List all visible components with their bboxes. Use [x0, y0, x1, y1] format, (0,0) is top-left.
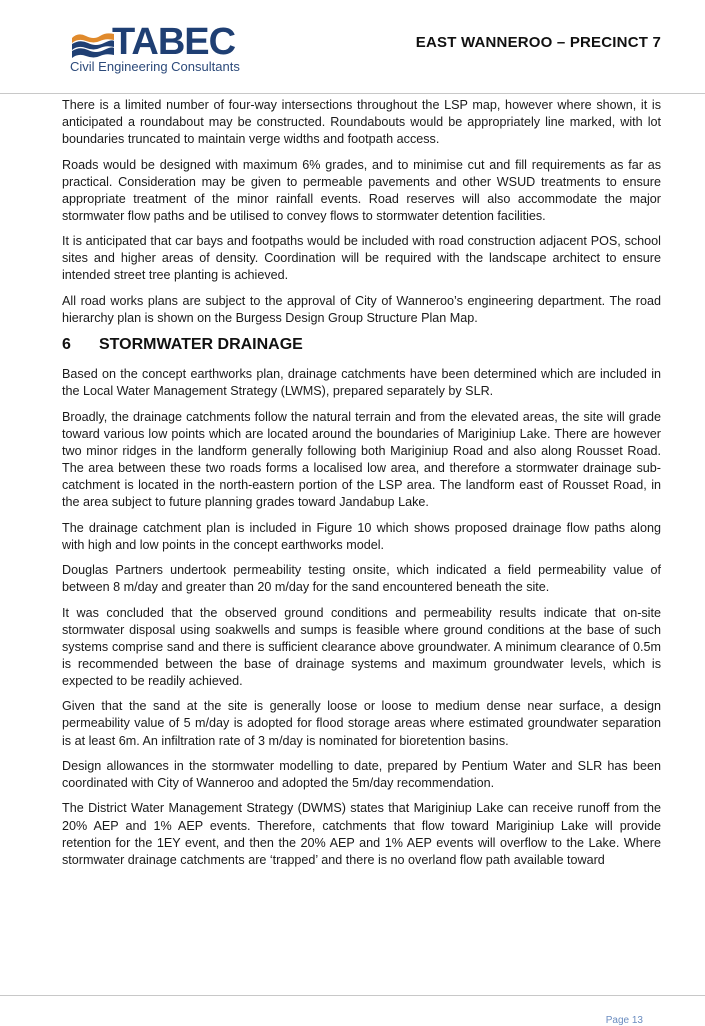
paragraph: Douglas Partners undertook permeability testing onsite, which indicated a field permeability value of between 8 m/day and greater than 20 m/day for the sand encountered beneath the site.: [62, 563, 661, 595]
section-number: 6: [62, 336, 71, 354]
paragraph: Given that the sand at the site is generally loose or loose to medium dense near surface, a design permeability value of 5 m/day is adopted for flood storage areas where estimated groundwater separation is at least 6m. An infiltration rate of 3 m/day is nominated for bioretention basins.: [62, 699, 661, 748]
section-title: STORMWATER DRAINAGE: [99, 336, 303, 354]
page-number: Page 13: [605, 1015, 643, 1026]
logo-subtitle: Civil Engineering Consultants: [70, 59, 240, 74]
paragraph: Based on the concept earthworks plan, drainage catchments have been determined which are included in the Local Water Management Strategy (LWMS), prepared separately by SLR.: [62, 367, 661, 399]
paragraph: The drainage catchment plan is included in Figure 10 which shows proposed drainage flow paths along with high and low points in the concept earthworks model.: [62, 520, 661, 552]
footer-divider: [0, 995, 705, 996]
document-title: EAST WANNEROO – PRECINCT 7: [415, 34, 661, 51]
paragraph: Design allowances in the stormwater modelling to date, prepared by Pentium Water and SLR has been coordinated with City of Wanneroo and adopted the 5m/day recommendation.: [62, 758, 661, 791]
logo-wave-icon: [70, 28, 114, 58]
page-header: [0, 0, 705, 94]
section-heading: [62, 335, 661, 355]
paragraph: All road works plans are subject to the approval of City of Wanneroo’s engineering department. The road hierarchy plan is shown on the Burgess Design Group Structure Plan Map.: [62, 293, 661, 325]
logo-wordmark: TABEC: [112, 21, 236, 63]
company-logo: [70, 21, 250, 78]
paragraph: Roads would be designed with maximum 6% grades, and to minimise cut and fill requirements as far as practical. Consideration may be given to permeable pavements and other WSUD treatments to ensure appropriate treatment of the minor rainfall events. Road reserves will also accommodate the major stormwater flow paths and be utilised to convey flows to stormwater detention facilities.: [62, 157, 661, 223]
paragraph: There is a limited number of four-way intersections throughout the LSP map, however where shown, it is anticipated a roundabout may be constructed. Roundabouts would be appropriately line marked, with lot boundaries truncated to maintain verge widths and footpath access.: [62, 98, 661, 147]
paragraph: Broadly, the drainage catchments follow the natural terrain and from the elevated areas, the site will grade toward various low points which are located around the boundaries of Mariginiup Lake. There are however two minor ridges in the landform generally following both Mariginiup Road and also along Rousset Road. The area between these two roads forms a localised low area, and therefore a stormwater drainage sub-catchment is located in the north-eastern portion of the LSP area. The landform east of Rousset Road, in the area subject to future planning grades toward Jandabup Lake.: [62, 409, 661, 510]
header-divider: [0, 93, 705, 94]
paragraph: It was concluded that the observed ground conditions and permeability results indicate that on-site stormwater disposal using soakwells and sumps is feasible where ground conditions at the base of such systems comprise sand and there is sufficient clearance above groundwater. A minimum clearance of 0.5m is recommended between the base of drainage systems and maximum groundwater levels, which is expected to be readily achieved.: [62, 605, 661, 688]
paragraph: The District Water Management Strategy (DWMS) states that Mariginiup Lake can receive runoff from the 20% AEP and 1% AEP events. Therefore, catchments that flow toward Mariginiup Lake will provide retention for the 1EY event, and then the 20% AEP and 1% AEP events will overflow to the Lake. Where stormwater drainage catchments are ‘trapped’ and there is no overland flow path available toward: [62, 801, 661, 867]
page-body: [62, 97, 661, 877]
paragraph: It is anticipated that car bays and footpaths would be included with road construction adjacent POS, school sites and higher areas of density. Coordination will be required with the landscape architect to ensure intended street tree planting is achieved.: [62, 234, 661, 283]
